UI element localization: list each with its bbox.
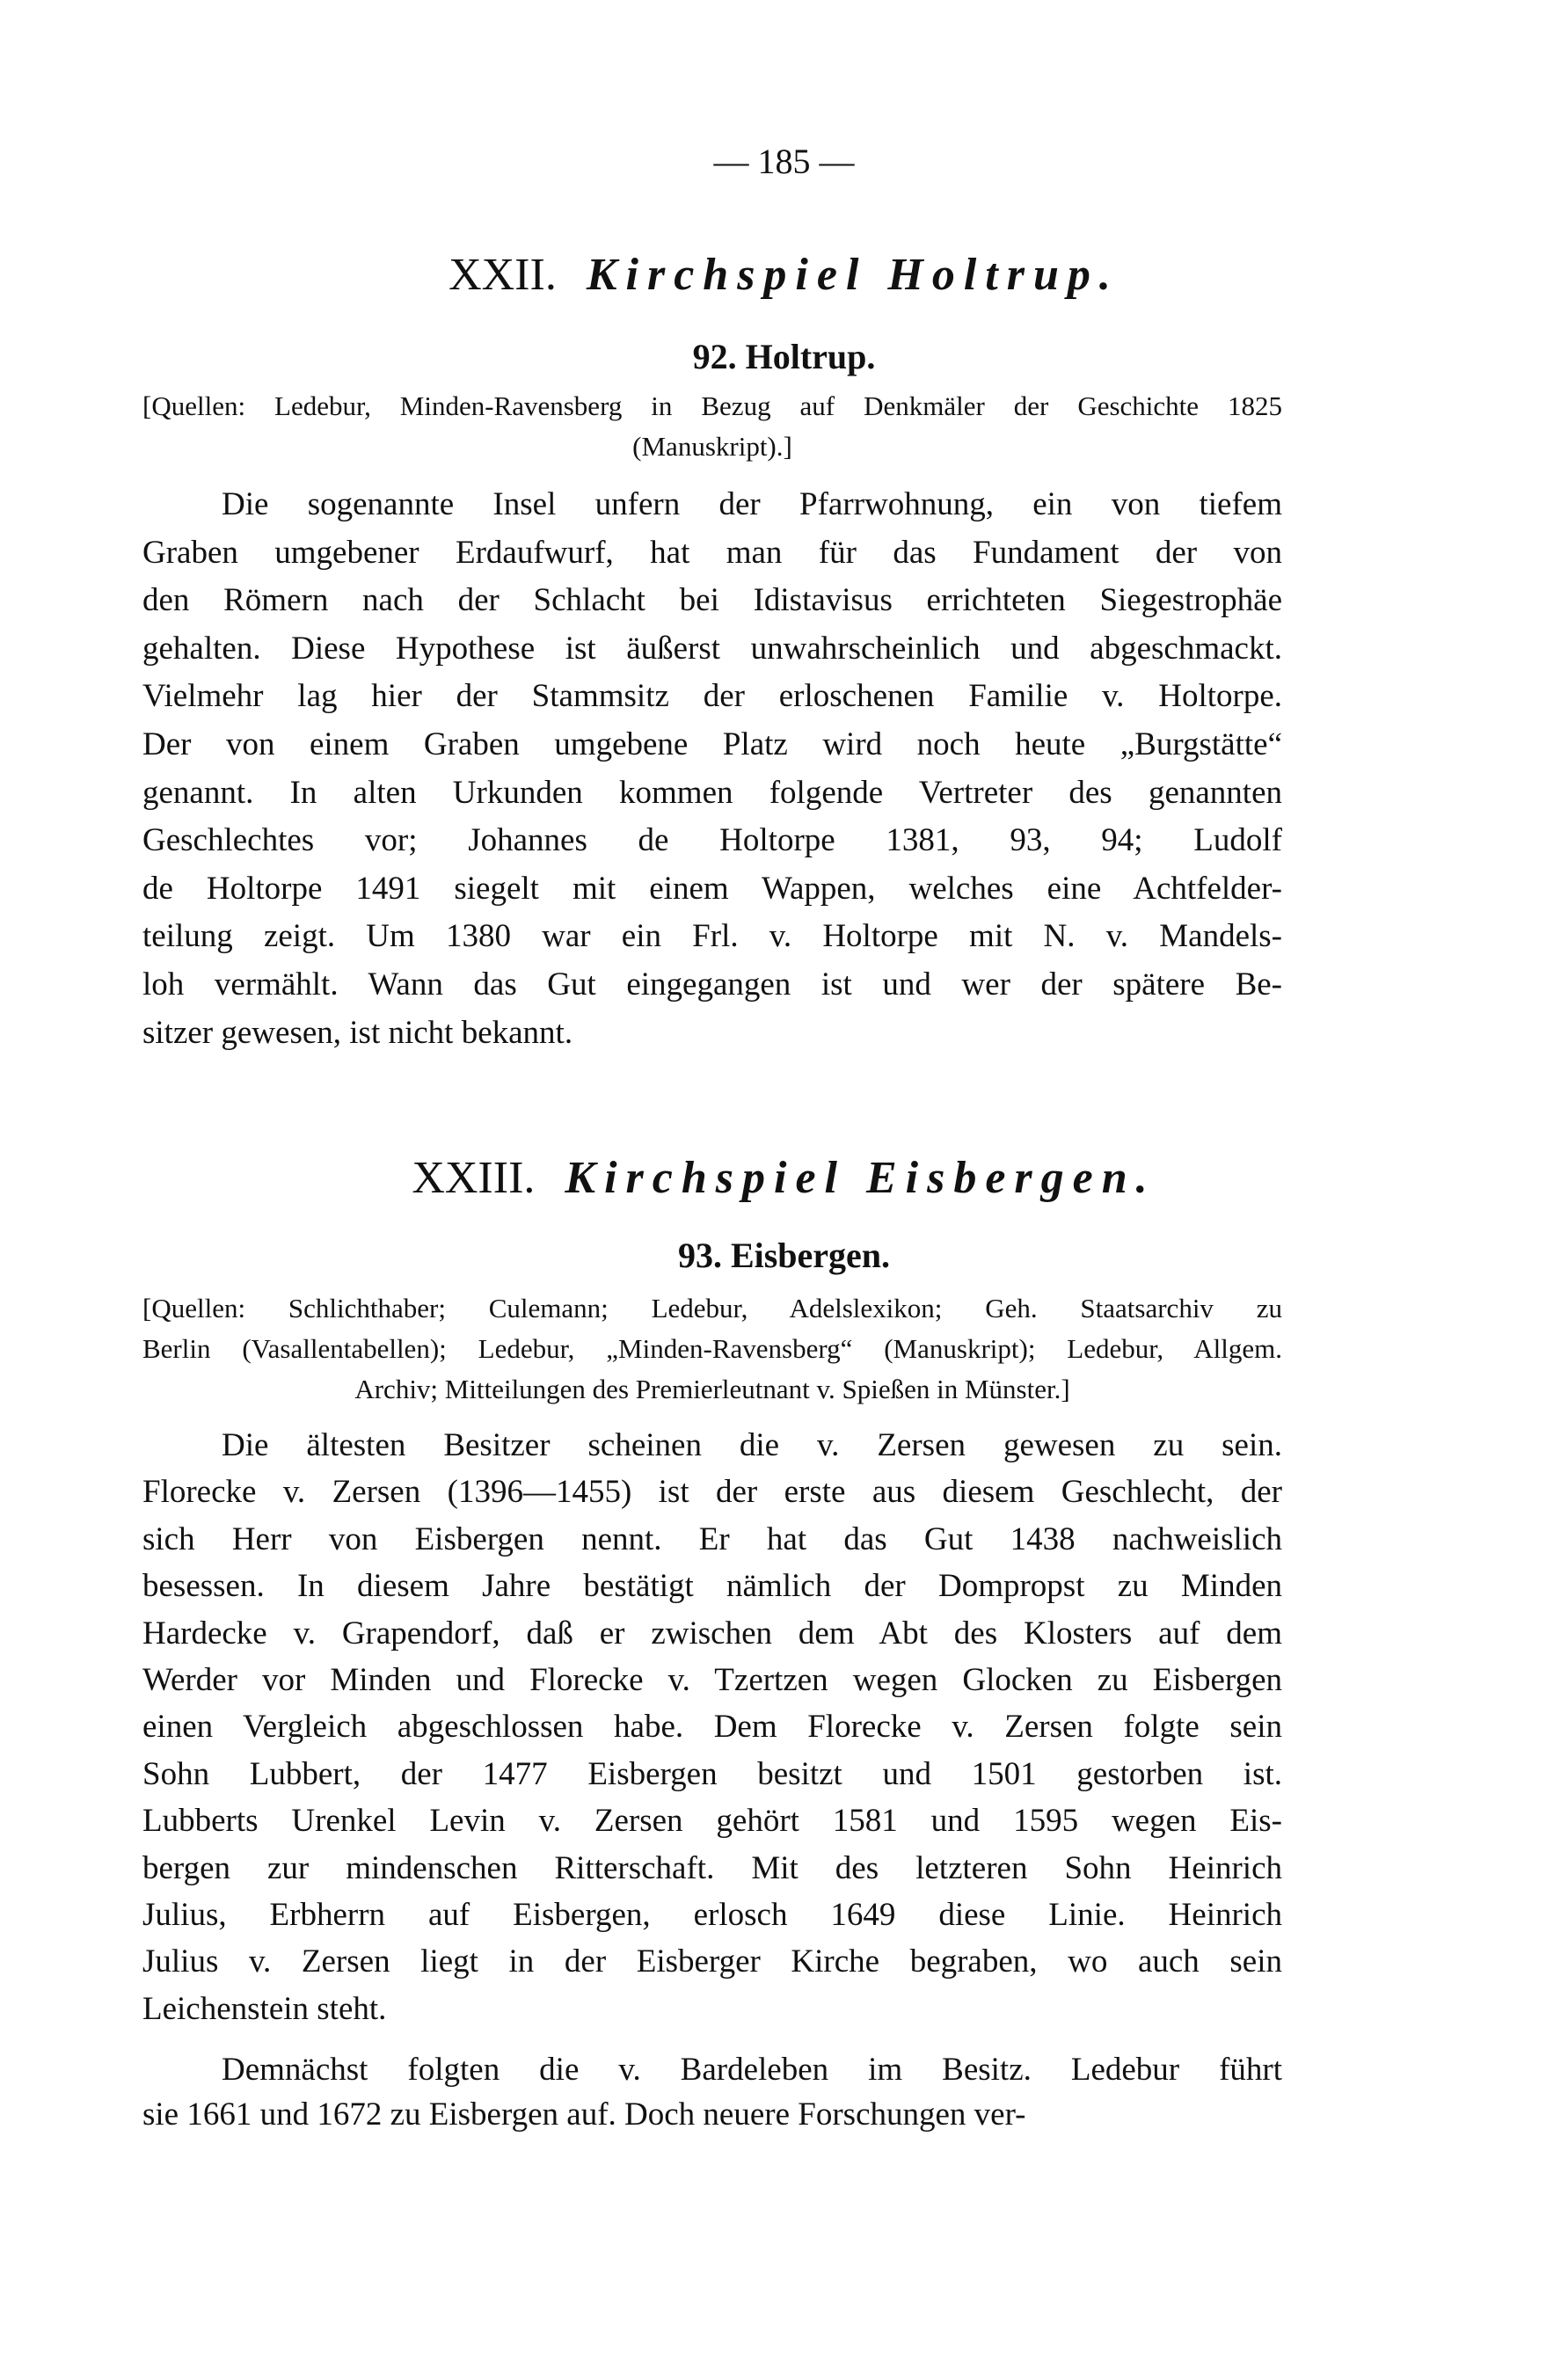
sources-line: (Manuskript).] <box>632 431 792 462</box>
paragraph-line: den Römern nach der Schlacht bei Idistavisus errichteten Siegestrophäe <box>142 582 1282 618</box>
chapter-heading <box>0 249 1568 301</box>
paragraph-line: Graben umgebener Erdaufwurf, hat man für das Fundament der von <box>142 535 1282 571</box>
section-heading: 93. Eisbergen. <box>677 1236 891 1275</box>
page-number: — 185 — <box>713 142 855 181</box>
section-heading: 92. Holtrup. <box>692 337 876 376</box>
chapter-heading <box>0 1152 1568 1204</box>
chapter-title: Kirchspiel Eisbergen. <box>565 1153 1156 1203</box>
paragraph-line: Sohn Lubbert, der 1477 Eisbergen besitzt und 1501 gestorben ist. <box>142 1756 1282 1792</box>
chapter-numeral: XXII. <box>449 250 557 300</box>
paragraph-line: bergen zur mindenschen Ritterschaft. Mit des letzteren Sohn Heinrich <box>142 1850 1282 1886</box>
paragraph-line: Lubberts Urenkel Levin v. Zersen gehört 1581 und 1595 wegen Eis- <box>142 1803 1282 1839</box>
paragraph-line: genannt. In alten Urkunden kommen folgende Vertreter des genannten <box>142 775 1282 811</box>
paragraph-line: teilung zeigt. Um 1380 war ein Frl. v. Holtorpe mit N. v. Mandels- <box>142 918 1282 954</box>
paragraph-line: sitzer gewesen, ist nicht bekannt. <box>142 1015 573 1051</box>
sources-line: [Quellen: Schlichthaber; Culemann; Ledebur, Adelslexikon; Geh. Staatsarchiv zu <box>142 1293 1282 1323</box>
paragraph-line: Geschlechtes vor; Johannes de Holtorpe 1381, 93, 94; Ludolf <box>142 822 1282 858</box>
paragraph-line: Leichenstein steht. <box>142 1991 387 2027</box>
chapter-title: Kirchspiel Holtrup. <box>586 250 1119 300</box>
paragraph-line: Die sogenannte Insel unfern der Pfarrwohnung, ein von tiefem <box>222 486 1282 522</box>
sources-line: Berlin (Vasallentabellen); Ledebur, „Minden-Ravensberg“ (Manuskript); Ledebur, Allgem. <box>142 1333 1282 1364</box>
paragraph-line: Demnächst folgten die v. Bardeleben im Besitz. Ledebur führt <box>222 2052 1282 2088</box>
paragraph-line: sie 1661 und 1672 zu Eisbergen auf. Doch neuere Forschungen ver- <box>142 2096 1026 2133</box>
paragraph-line: sich Herr von Eisbergen nennt. Er hat das Gut 1438 nachweislich <box>142 1521 1282 1557</box>
paragraph-line: loh vermählt. Wann das Gut eingegangen ist und wer der spätere Be- <box>142 966 1282 1003</box>
paragraph-line: einen Vergleich abgeschlossen habe. Dem Florecke v. Zersen folgte sein <box>142 1709 1282 1745</box>
paragraph-line: Vielmehr lag hier der Stammsitz der erloschenen Familie v. Holtorpe. <box>142 678 1282 714</box>
paragraph-line: Der von einem Graben umgebene Platz wird noch heute „Burgstätte“ <box>142 726 1282 762</box>
paragraph-line: Die ältesten Besitzer scheinen die v. Zersen gewesen zu sein. <box>222 1427 1282 1463</box>
chapter-numeral: XXIII. <box>412 1153 536 1203</box>
paragraph-line: Hardecke v. Grapendorf, daß er zwischen dem Abt des Klosters auf dem <box>142 1615 1282 1652</box>
paragraph-line: gehalten. Diese Hypothese ist äußerst unwahrscheinlich und abgeschmackt. <box>142 631 1282 667</box>
paragraph-line: Julius v. Zersen liegt in der Eisberger Kirche begraben, wo auch sein <box>142 1943 1282 1980</box>
sources-line: [Quellen: Ledebur, Minden-Ravensberg in Bezug auf Denkmäler der Geschichte 1825 <box>142 390 1282 421</box>
paragraph-line: Florecke v. Zersen (1396—1455) ist der erste aus diesem Geschlecht, der <box>142 1474 1282 1510</box>
paragraph-line: besessen. In diesem Jahre bestätigt nämlich der Dompropst zu Minden <box>142 1568 1282 1604</box>
paragraph-line: Werder vor Minden und Florecke v. Tzertzen wegen Glocken zu Eisbergen <box>142 1662 1282 1698</box>
sources-line: Archiv; Mitteilungen des Premierleutnant v. Spießen in Münster.] <box>354 1374 1070 1404</box>
paragraph-line: de Holtorpe 1491 siegelt mit einem Wappen, welches eine Achtfelder- <box>142 871 1282 907</box>
paragraph-line: Julius, Erbherrn auf Eisbergen, erlosch 1649 diese Linie. Heinrich <box>142 1897 1282 1933</box>
